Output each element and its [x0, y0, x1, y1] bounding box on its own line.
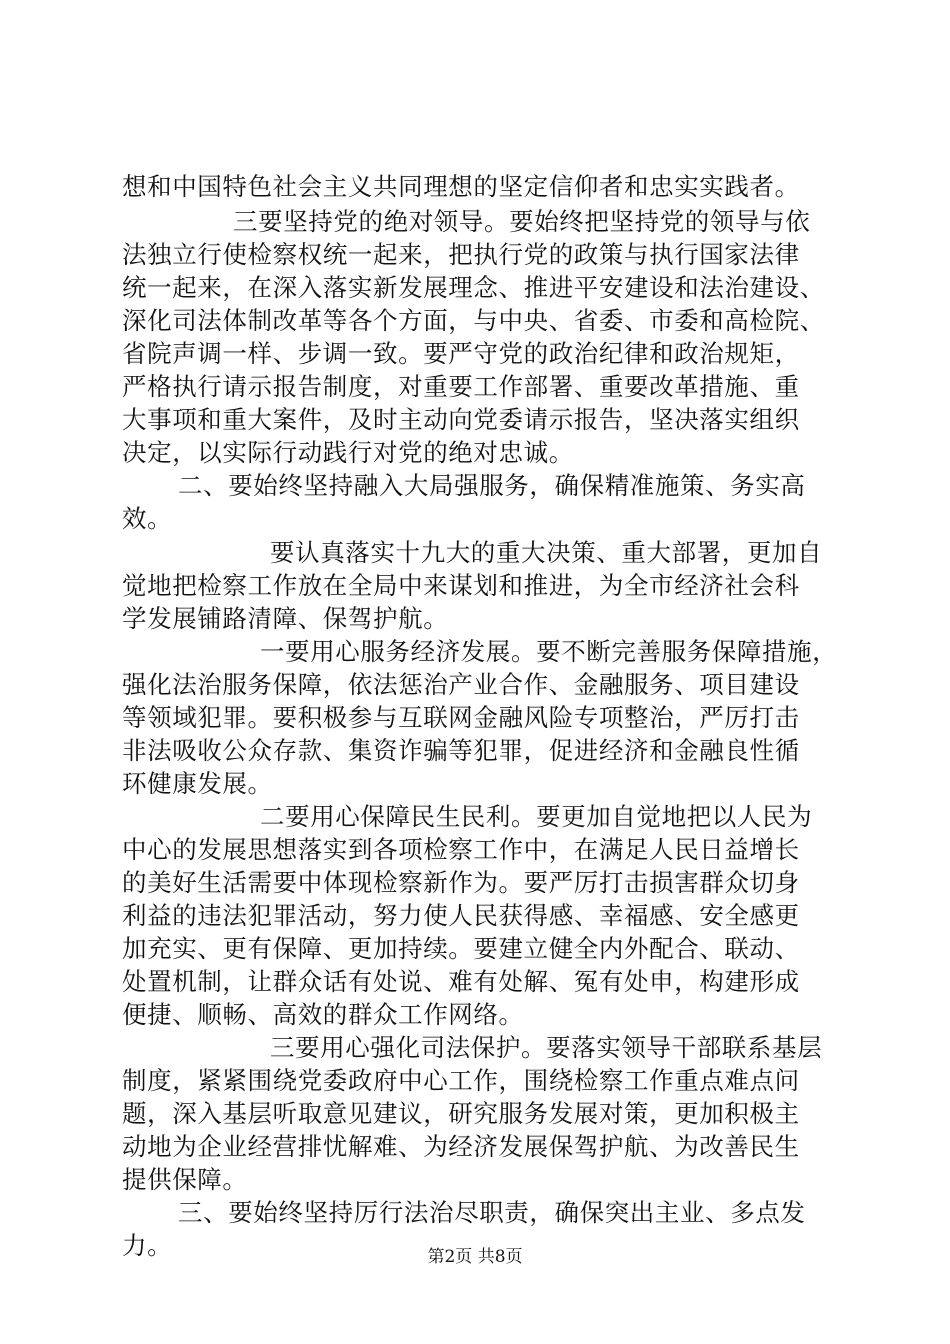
text-line: 大事项和重大案件，及时主动向党委请示报告，坚决落实组织: [122, 405, 800, 434]
text-line: 严格执行请示报告制度，对重要工作部署、重要改革措施、重: [122, 372, 800, 401]
page-number-footer: 第2页 共8页: [427, 1247, 523, 1267]
text-line: 统一起来，在深入落实新发展理念、推进平安建设和法治建设、: [122, 273, 825, 302]
text-line: 提供保障。: [122, 1165, 248, 1194]
text-line: 法独立行使检察权统一起来，把执行党的政策与执行国家法律: [122, 240, 800, 269]
text-line: 想和中国特色社会主义共同理想的坚定信仰者和忠实实践者。: [122, 172, 800, 201]
section-heading: 力。: [122, 1231, 173, 1260]
text-line: 强化法治服务保障，依法惩治产业合作、金融服务、项目建设: [122, 670, 800, 699]
text-line: 环健康发展。: [122, 769, 273, 798]
section-heading: 三、要始终坚持厉行法治尽职责，确保突出主业、多点发: [178, 1198, 806, 1227]
text-line: 的美好生活需要中体现检察新作为。要严厉打击损害群众切身: [122, 868, 800, 897]
text-line: 等领域犯罪。要积极参与互联网金融风险专项整治，严厉打击: [122, 703, 800, 732]
text-line: 中心的发展思想落实到各项检察工作中，在满足人民日益增长: [122, 835, 800, 864]
text-line: 非法吸收公众存款、集资诈骗等犯罪，促进经济和金融良性循: [122, 736, 800, 765]
text-line: 省院声调一样、步调一致。要严守党的政治纪律和政治规矩，: [122, 339, 800, 368]
text-line: 利益的违法犯罪活动，努力使人民获得感、幸福感、安全感更: [122, 901, 800, 930]
text-line: 深化司法体制改革等各个方面，与中央、省委、市委和高检院、: [122, 306, 825, 335]
text-line: 一要用心服务经济发展。要不断完善服务保障措施，: [260, 637, 838, 666]
text-line: 动地为企业经营排忧解难、为经济发展保驾护航、为改善民生: [122, 1132, 800, 1161]
text-line: 处置机制，让群众话有处说、难有处解、冤有处申，构建形成: [122, 967, 800, 996]
text-line: 决定，以实际行动践行对党的绝对忠诚。: [122, 438, 574, 467]
text-line: 觉地把检察工作放在全局中来谋划和推进，为全市经济社会科: [122, 571, 800, 600]
section-heading: 二、要始终坚持融入大局强服务，确保精准施策、务实高: [178, 471, 806, 500]
text-line: 加充实、更有保障、更加持续。要建立健全内外配合、联动、: [122, 934, 800, 963]
text-line: 制度，紧紧围绕党委政府中心工作，围绕检察工作重点难点问: [122, 1066, 800, 1095]
text-line: 便捷、顺畅、高效的群众工作网络。: [122, 1000, 524, 1029]
text-line: 二要用心保障民生民利。要更加自觉地把以人民为: [260, 802, 813, 831]
text-line: 要认真落实十九大的重大决策、重大部署，更加自: [270, 538, 823, 567]
text-line: 三要用心强化司法保护。要落实领导干部联系基层: [270, 1033, 823, 1062]
text-line: 学发展铺路清障、保驾护航。: [122, 604, 449, 633]
text-line: 三要坚持党的绝对领导。要始终把坚持党的领导与依: [233, 207, 811, 236]
text-line: 题，深入基层听取意见建议，研究服务发展对策，更加积极主: [122, 1099, 800, 1128]
section-heading: 效。: [122, 504, 173, 533]
